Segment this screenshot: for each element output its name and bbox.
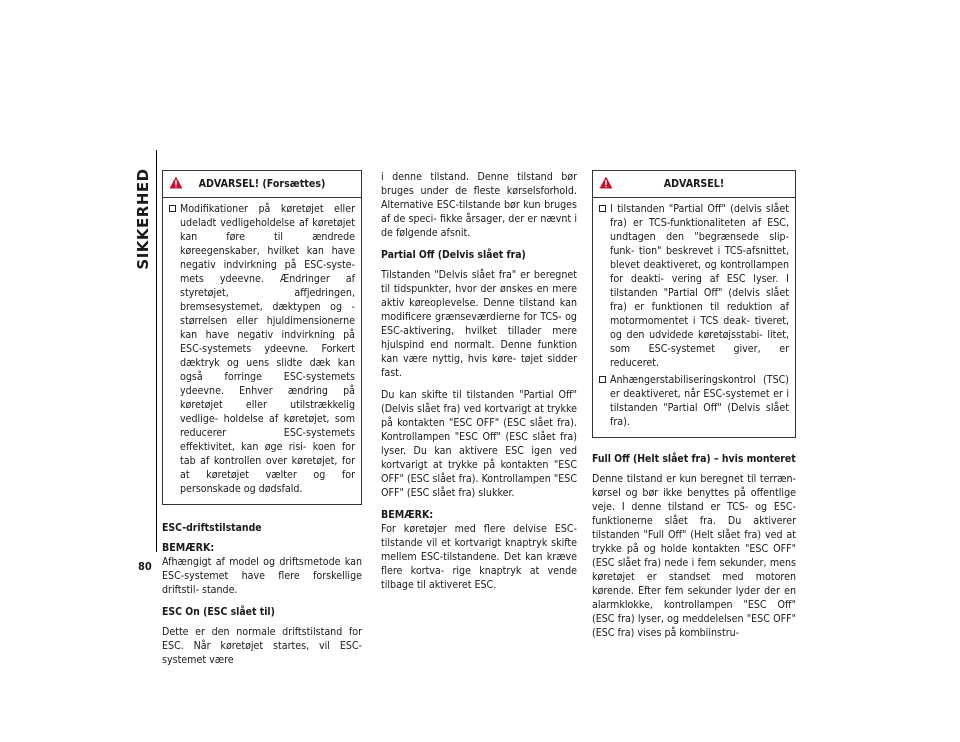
note-label-2: BEMÆRK: bbox=[381, 509, 434, 521]
warning-bullet-text: Anhængerstabiliseringskontrol (TSC) er deaktiveret, når ESC-systemet er i tilstanden "Partial Off" (Delvis slået fra). bbox=[610, 374, 789, 428]
warning-triangle-icon bbox=[599, 176, 613, 189]
paragraph-switch-mode: Du kan skifte til tilstanden "Partial Off" (Delvis slået fra) ved kortvarigt at trykke på kontakten "ESC OFF" (ESC slået fra). Kontrollampen "ESC Off" (ESC slået fra) lyser. Du kan aktivere ESC igen ved kortvarigt at trykke på kontakten "ESC OFF" (ESC slået fra). Kontrollampen "ESC OFF" (ESC slået fra) slukker. bbox=[381, 389, 577, 499]
bullet-square-icon bbox=[599, 376, 606, 383]
page-number: 80 bbox=[138, 560, 152, 573]
paragraph-partial-off: Tilstanden "Delvis slået fra" er beregnet til tidspunkter, hvor der ønskes en mere aktiv køreoplevelse. Denne tilstand kan modificere grænseværdierne for TCS- og ESC-aktivering, hvilket tillader mere hjulspind end normalt. Denne funktion kan være nyttig, hvis køre- tøjet sidder fast. bbox=[381, 269, 577, 379]
warning-continued-box bbox=[162, 170, 362, 505]
heading-esc-modes: ESC-driftstilstande bbox=[162, 522, 262, 534]
warning-bullet bbox=[169, 202, 355, 496]
warning-bullet-text: I tilstanden "Partial Off" (delvis slået fra) er TCS-funktionaliteten af ESC, undtagen den "begrænsede slip-funk- tion" beskrevet i TCS-afsnittet, blevet deaktiveret, og kontrollampen for deakti- vering af ESC lyser. I tilstanden "Partial Off" (delvis slået fra) er funktionen til reduktion af motormomentet i TCS deak- tiveret, og den udvidede køretøjsstabi- litet, som ESC-systemet giver, er reduceret. bbox=[610, 203, 789, 369]
warning-triangle-icon bbox=[169, 176, 183, 189]
warning-bullet-text: Modifikationer på køretøjet eller udeladt vedligeholdelse af køretøjet kan føre til ændrede køreegenskaber, hvilket kan have negativ indvirkning på ESC-syste- mets ydeevne. Ændringer af styretøjet, affjedringen, bremsesystemet, dæktypen og -størrelsen eller hjuldimensionerne kan have negativ indvirkning på ESC-systemets ydeevne. Forkert dæktryk og uens slidte dæk kan også forringe ESC-systemets ydeevne. Enhver ændring på køretøjet eller utilstrækkelig vedlige- holdelse af køretøjet, som reducerer ESC-systemets effektivitet, kan øge risi- koen for tab af kontrollen over køretøjet, for at køretøjet vælter og for personskade og dødsfald. bbox=[180, 203, 355, 495]
warning-title: ADVARSEL! bbox=[663, 178, 725, 190]
column-3 bbox=[592, 170, 796, 648]
section-title: SIKKERHED bbox=[134, 168, 152, 270]
bullet-square-icon bbox=[599, 205, 606, 212]
paragraph-continued: i denne tilstand. Denne tilstand bør bruges under de fleste kørselsforhold. Alternative ESC-tilstande bør kun bruges af de speci- fikke årsager, der er nævnt i de følgende afsnit. bbox=[381, 171, 577, 239]
warning-bullet bbox=[599, 373, 789, 429]
note-label: BEMÆRK: bbox=[162, 542, 215, 554]
warning-continued-title: ADVARSEL! (Forsættes) bbox=[198, 178, 326, 190]
warning-continued-header bbox=[163, 171, 361, 198]
sub-heading-partial-off: Partial Off (Delvis slået fra) bbox=[381, 249, 526, 261]
sub-heading-full-off: Full Off (Helt slået fra) – hvis monteret bbox=[592, 453, 796, 465]
column-1 bbox=[162, 170, 362, 675]
bullet-square-icon bbox=[169, 205, 176, 212]
warning-box bbox=[592, 170, 796, 438]
section-divider bbox=[156, 150, 157, 552]
note-text-2: For køretøjer med flere delvise ESC-tilstande vil et kortvarigt knaptryk skifte mellem ESC-tilstandene. Det kan kræve flere kortva- rige knaptryk at vende tilbage til aktiveret ESC. bbox=[381, 523, 577, 591]
note-text: Afhængigt af model og driftsmetode kan ESC-systemet have flere forskellige driftstil- stande. bbox=[162, 556, 362, 596]
warning-header bbox=[593, 171, 795, 198]
paragraph-esc-on: Dette er den normale driftstilstand for ESC. Når køretøjet startes, vil ESC-systemet være bbox=[162, 626, 362, 666]
sub-heading-esc-on: ESC On (ESC slået til) bbox=[162, 606, 275, 618]
warning-bullet bbox=[599, 202, 789, 370]
paragraph-full-off: Denne tilstand er kun beregnet til terræn- kørsel og bør ikke benyttes på offentlige veje. I denne tilstand er TCS- og ESC-funktionerne slået fra. Du aktiverer tilstanden "Full Off" (Helt slået fra) ved at trykke på og holde kontakten "ESC OFF" (ESC slået fra) nede i fem sekunder, mens køretøjet er standset med motoren kørende. Efter fem sekunder lyder der en alarmklokke, kontrollampen "ESC Off" (ESC fra) lyser, og meddelelsen "ESC OFF" (ESC fra) vises på kombiinstru- bbox=[592, 473, 796, 639]
column-2 bbox=[381, 170, 577, 600]
